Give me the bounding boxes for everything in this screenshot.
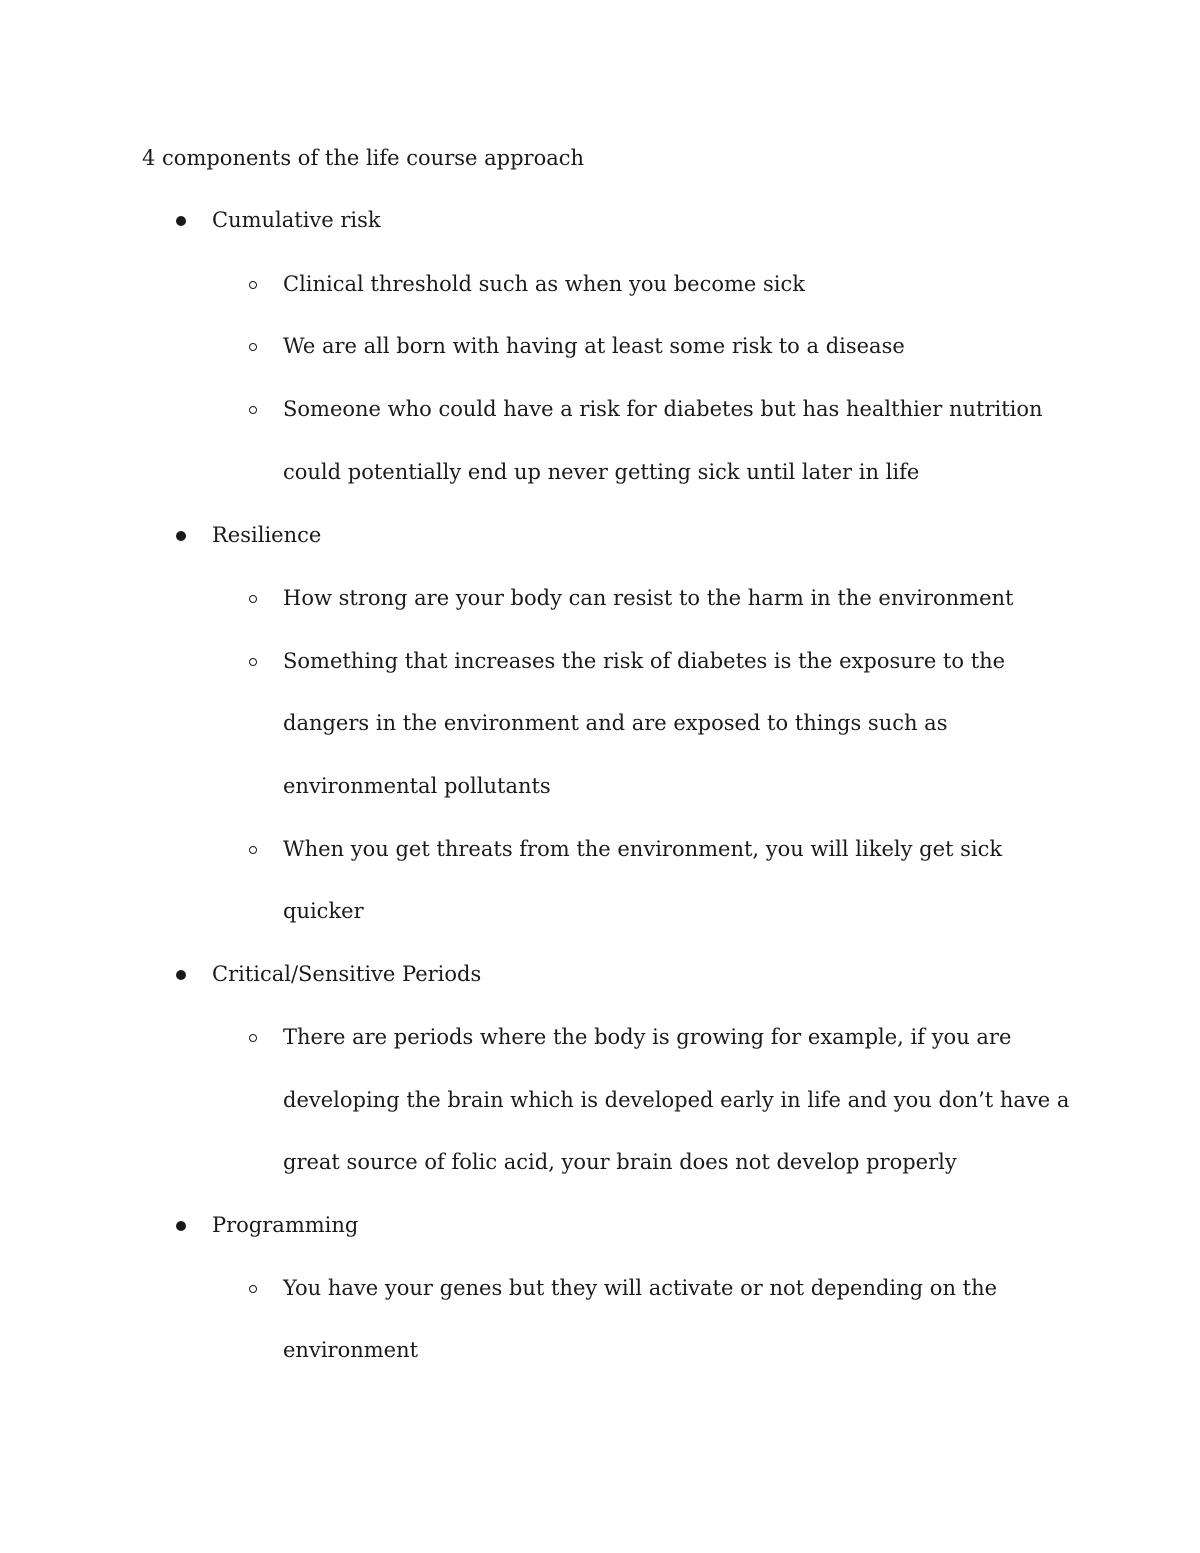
sub-bullet-icon: [249, 1034, 257, 1042]
list-item: Something that increases the risk of diabetes is the exposure to the: [283, 649, 1006, 673]
sub-bullet-icon: [249, 595, 257, 603]
sub-bullet-icon: [249, 658, 257, 666]
section-heading-resilience: Resilience: [212, 523, 322, 547]
list-item: Clinical threshold such as when you become sick: [283, 272, 805, 296]
document-title: 4 components of the life course approach: [142, 146, 585, 170]
list-item-continuation: could potentially end up never getting sick until later in life: [283, 460, 920, 484]
sub-bullet-icon: [249, 281, 257, 289]
sub-bullet-icon: [249, 406, 257, 414]
sub-bullet-icon: [249, 1285, 257, 1293]
list-item: How strong are your body can resist to the harm in the environment: [283, 586, 1014, 610]
list-item: When you get threats from the environment, you will likely get sick: [283, 837, 1003, 861]
section-heading-cumulative-risk: Cumulative risk: [212, 208, 381, 232]
list-item-continuation: great source of folic acid, your brain does not develop properly: [283, 1150, 957, 1174]
bullet-icon: [176, 970, 186, 980]
bullet-icon: [176, 216, 186, 226]
list-item: We are all born with having at least some risk to a disease: [283, 334, 905, 358]
list-item-continuation: developing the brain which is developed early in life and you don’t have a: [283, 1088, 1070, 1112]
bullet-icon: [176, 1221, 186, 1231]
list-item-continuation: environmental pollutants: [283, 774, 551, 798]
bullet-icon: [176, 531, 186, 541]
list-item: You have your genes but they will activate or not depending on the: [283, 1276, 998, 1300]
list-item-continuation: quicker: [283, 899, 364, 923]
section-heading-critical-periods: Critical/Sensitive Periods: [212, 962, 482, 986]
sub-bullet-icon: [249, 846, 257, 854]
list-item: There are periods where the body is growing for example, if you are: [283, 1025, 1012, 1049]
list-item-continuation: dangers in the environment and are exposed to things such as: [283, 711, 948, 735]
list-item: Someone who could have a risk for diabetes but has healthier nutrition: [283, 397, 1043, 421]
list-item-continuation: environment: [283, 1338, 419, 1362]
sub-bullet-icon: [249, 343, 257, 351]
section-heading-programming: Programming: [212, 1213, 359, 1237]
